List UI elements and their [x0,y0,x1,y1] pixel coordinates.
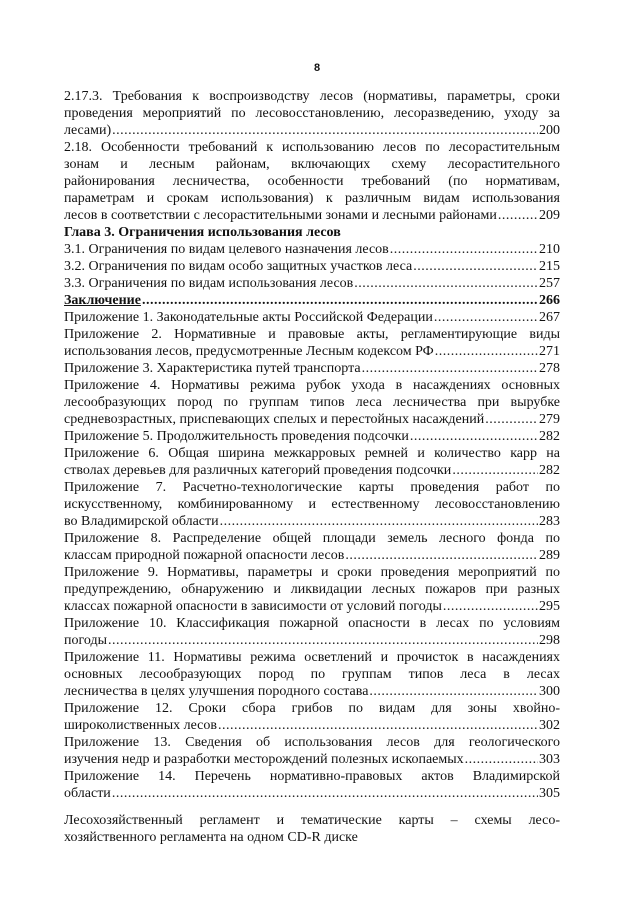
toc-entry[interactable] [64,224,560,241]
toc-entry-row [64,411,560,428]
toc-page-number: 200 [539,123,560,138]
toc-page-number: 215 [539,259,560,274]
toc-entry-title: стволах деревьев для различных категорий проведения подсочки [64,463,452,478]
toc-entry[interactable] [64,88,560,139]
toc-entry[interactable] [64,360,560,377]
toc-page-number: 303 [539,752,560,767]
toc-entry[interactable] [64,377,560,428]
toc-entry-title: использования лесов, предусмотренные Лесным кодексом РФ [64,344,434,359]
toc-entry-row [64,428,560,445]
toc-page-number: 282 [539,463,560,478]
toc-entry-line: искусственному, комбинированному и естественному лесовосстановлению [64,497,560,512]
toc-entry-line: Приложение 8. Распределение общей площади земель лесного фонда по [64,531,560,546]
toc-entry-title: Приложение 1. Законодательные акты Российской Федерации [64,310,433,325]
toc-entry-row [64,785,560,802]
toc-dot-leader [485,411,538,428]
cd-note [64,812,560,846]
toc-entry-row [64,258,560,275]
toc-entry-title: лесами) [64,123,112,138]
toc-entry-line: Приложение 10. Классификация пожарной опасности в лесах по условиям [64,616,560,631]
toc-dot-leader [410,428,538,445]
toc-entry[interactable] [64,700,560,734]
toc-entry-row [64,598,560,615]
toc-entry-title: Глава 3. Ограничения использования лесов [64,225,341,240]
toc-entry-row [64,751,560,768]
toc-entry-line: лесообразующих пород по группам типов леса лесничества при вырубке [64,395,560,410]
toc-entry[interactable] [64,530,560,564]
toc-entry-title: классах пожарной опасности в зависимости от условий погоды [64,599,442,614]
toc-entry[interactable] [64,292,560,309]
toc-entry[interactable] [64,139,560,224]
toc-entry-title: области [64,786,111,801]
toc-dot-leader [413,258,538,275]
toc-dot-leader [362,360,538,377]
toc-entry[interactable] [64,428,560,445]
toc-dot-leader [345,547,538,564]
cd-note-line: хозяйственного регламента на одном CD-R диске [64,830,358,845]
toc-entry-title: 3.2. Ограничения по видам особо защитных участков леса [64,259,413,274]
toc-entry-title: лесничества в целях улучшения породного состава [64,684,369,699]
toc-page-number: 271 [539,344,560,359]
toc-entry-line: зонам и лесным районам, включающих схему лесорастительного [64,157,560,172]
toc-page-number: 282 [539,429,560,444]
toc-dot-leader [112,122,538,139]
toc-page-number: 278 [539,361,560,376]
toc-entry-title: Приложение 5. Продолжительность проведения подсочки [64,429,409,444]
toc-entry-row [64,360,560,377]
table-of-contents [64,88,560,802]
toc-page-number: 300 [539,684,560,699]
toc-entry[interactable] [64,734,560,768]
toc-entry-row [64,343,560,360]
toc-entry-title: 3.1. Ограничения по видам целевого назначения лесов [64,242,389,257]
toc-dot-leader [220,513,538,530]
toc-page-number: 295 [539,599,560,614]
toc-entry[interactable] [64,564,560,615]
toc-entry[interactable] [64,326,560,360]
toc-entry-line: основных лесообразующих пород по группам типов леса в лесах [64,667,560,682]
toc-dot-leader [435,343,538,360]
toc-entry-title: широколиственных лесов [64,718,217,733]
toc-entry-line: Приложение 12. Сроки сбора грибов по видам для зоны хвойно- [64,701,560,716]
toc-entry-row [64,309,560,326]
toc-entry-row [64,683,560,700]
toc-entry-row [64,207,560,224]
toc-entry-title: лесов в соответствии с лесорастительными зонами и лесными районами [64,208,497,223]
toc-entry-row [64,122,560,139]
toc-entry[interactable] [64,445,560,479]
toc-dot-leader [218,717,538,734]
toc-page-number: 279 [539,412,560,427]
toc-entry-row [64,275,560,292]
toc-page-number: 209 [539,208,560,223]
toc-entry-row [64,462,560,479]
toc-entry-row [64,513,560,530]
toc-entry[interactable] [64,649,560,700]
toc-entry-title: классам природной пожарной опасности лесов [64,548,345,563]
toc-entry-line: 2.18. Особенности требований к использованию лесов по лесорастительным [64,140,560,155]
toc-dot-leader [369,683,538,700]
toc-entry[interactable] [64,768,560,802]
toc-entry[interactable] [64,241,560,258]
toc-entry[interactable] [64,258,560,275]
toc-entry[interactable] [64,615,560,649]
toc-entry-title: во Владимирской области [64,514,219,529]
toc-entry-title: средневозрастных, приспевающих спелых и перестойных насаждений [64,412,485,427]
toc-page-number: 298 [539,633,560,648]
toc-entry-line: районирования лесничества, особенности требований (по нормативам, [64,174,560,189]
toc-page-number: 283 [539,514,560,529]
page-number: 8 [313,62,321,74]
toc-page-number: 305 [539,786,560,801]
toc-entry-line: предупреждению, обнаружению и ликвидации лесных пожаров при разных [64,582,560,597]
toc-dot-leader [452,462,538,479]
toc-entry-title: Приложение 3. Характеристика путей транспорта [64,361,361,376]
cd-note-line: Лесохозяйственный регламент и тематические карты – схемы лесо- [64,813,560,828]
toc-entry-row [64,241,560,258]
toc-entry-row [64,292,560,309]
toc-entry-title: изучения недр и разработки месторождений полезных ископаемых [64,752,464,767]
toc-entry-line: Приложение 6. Общая ширина межкарровых ремней и количество карр на [64,446,560,461]
toc-page-number: 289 [539,548,560,563]
toc-entry[interactable] [64,479,560,530]
toc-entry-row [64,224,560,241]
toc-dot-leader [142,292,538,309]
toc-dot-leader [434,309,538,326]
toc-page-number: 257 [539,276,560,291]
toc-dot-leader [354,275,538,292]
toc-dot-leader [112,785,538,802]
toc-entry[interactable] [64,309,560,326]
toc-entry-line: Приложение 4. Нормативы режима рубок ухода в насаждениях основных [64,378,560,393]
toc-entry-line: Приложение 11. Нормативы режима осветлений и прочисток в насаждениях [64,650,560,665]
toc-entry-row [64,547,560,564]
toc-dot-leader [108,632,538,649]
toc-entry-title: 3.3. Ограничения по видам использования лесов [64,276,354,291]
toc-entry-line: Приложение 2. Нормативные и правовые акты, регламентирующие виды [64,327,560,342]
toc-dot-leader [465,751,538,768]
toc-entry[interactable] [64,275,560,292]
toc-entry-title: Заключение [64,293,141,308]
toc-entry-line: Приложение 14. Перечень нормативно-правовых актов Владимирской [64,769,560,784]
toc-entry-row [64,632,560,649]
toc-dot-leader [390,241,538,258]
toc-entry-line: Приложение 7. Расчетно-технологические карты проведения работ по [64,480,560,495]
toc-entry-line: проведения мероприятий по лесовосстановлению, лесоразведению, уходу за [64,106,560,121]
toc-entry-row [64,717,560,734]
toc-entry-title: погоды [64,633,108,648]
toc-page-number: 267 [539,310,560,325]
toc-dot-leader [443,598,538,615]
toc-page-number: 302 [539,718,560,733]
toc-page-number: 210 [539,242,560,257]
toc-page-number: 266 [539,293,560,308]
toc-dot-leader [498,207,538,224]
toc-entry-line: параметрам и срокам использования) к различным видам использования [64,191,560,206]
toc-entry-line: 2.17.3. Требования к воспроизводству лесов (нормативы, параметры, сроки [64,89,560,104]
toc-entry-line: Приложение 13. Сведения об использования лесов для геологического [64,735,560,750]
toc-entry-line: Приложение 9. Нормативы, параметры и сроки проведения мероприятий по [64,565,560,580]
